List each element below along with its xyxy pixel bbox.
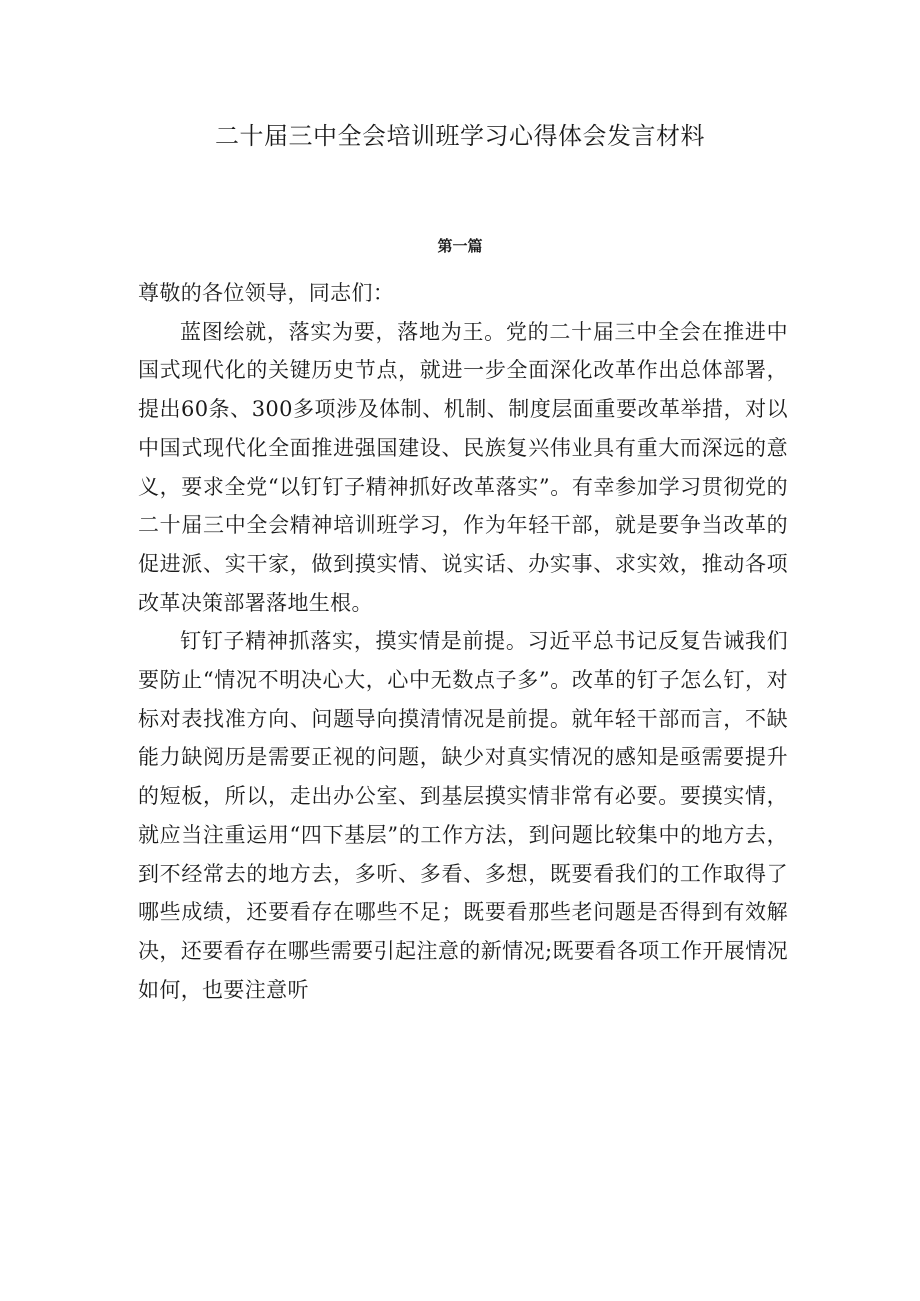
salutation: 尊敬的各位领导，同志们： bbox=[138, 281, 395, 305]
document-title: 二十届三中全会培训班学习心得体会发言材料 bbox=[215, 122, 705, 150]
document-body bbox=[138, 274, 788, 1009]
paragraph-1: 蓝图绘就，落实为要，落地为王。党的二十届三中全会在推进中国式现代化的关键历史节点，就进一步全面深化改革作出总体部署，提出60条、300多项涉及体制、机制、制度层面重要改革举措，对以中国式现代化全面推进强国建设、民族复兴伟业具有重大而深远的意义，要求全党“以钉钉子精神抓好改革落实”。有幸参加学习贯彻党的二十届三中全会精神培训班学习，作为年轻干部，就是要争当改革的促进派、实干家，做到摸实情、说实话、办实事、求实效，推动各项改革决策部署落地生根。 bbox=[138, 319, 788, 615]
paragraph-2: 钉钉子精神抓落实，摸实情是前提。习近平总书记反复告诫我们要防止“情况不明决心大，心中无数点子多”。改革的钉子怎么钉，对标对表找准方向、问题导向摸清情况是前提。就年轻干部而言，不缺能力缺阅历是需要正视的问题，缺少对真实情况的感知是亟需要提升的短板，所以，走出办公室、到基层摸实情非常有必要。要摸实情，就应当注重运用“四下基层”的工作方法，到问题比较集中的地方去，到不经常去的地方去，多听、多看、多想，既要看我们的工作取得了哪些成绩，还要看存在哪些不足；既要看那些老问题是否得到有效解决，还要看存在哪些需要引起注意的新情况;既要看各项工作开展情况如何，也要注意听 bbox=[138, 629, 788, 1002]
section-heading: 第一篇 bbox=[437, 237, 483, 255]
